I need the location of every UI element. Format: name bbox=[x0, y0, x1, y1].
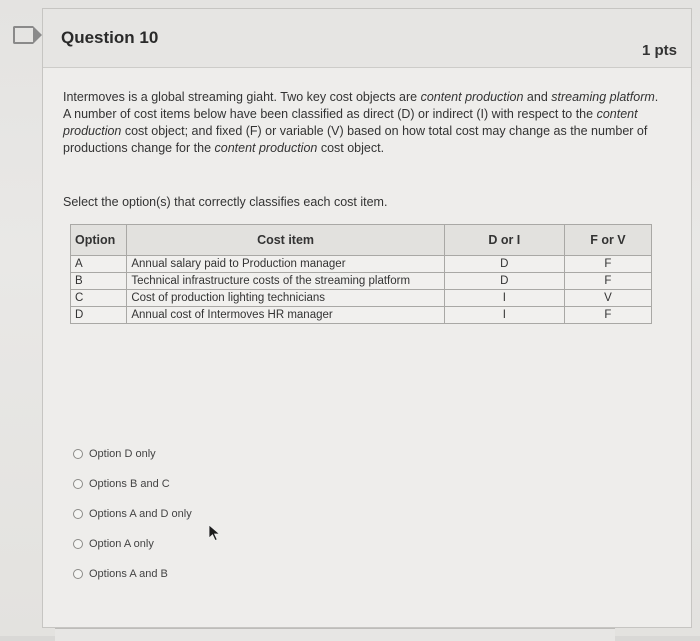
radio-button[interactable] bbox=[73, 509, 83, 519]
answer-option[interactable] bbox=[73, 529, 192, 559]
question-text-emphasis: content production bbox=[420, 90, 524, 104]
question-text bbox=[63, 89, 663, 157]
flag-icon[interactable] bbox=[13, 26, 33, 44]
header-cost-item: Cost item bbox=[127, 225, 444, 256]
cell-d-or-i: I bbox=[444, 307, 564, 324]
answer-label: Options A and B bbox=[89, 568, 168, 580]
table-header-row bbox=[71, 225, 652, 256]
question-card bbox=[42, 8, 692, 628]
answer-option[interactable] bbox=[73, 499, 192, 529]
cell-option: C bbox=[71, 290, 127, 307]
header-f-or-v: F or V bbox=[564, 225, 651, 256]
cell-cost-item: Cost of production lighting technicians bbox=[127, 290, 444, 307]
radio-button[interactable] bbox=[73, 569, 83, 579]
answer-label: Option D only bbox=[89, 448, 156, 460]
question-header bbox=[43, 9, 691, 68]
answer-option[interactable] bbox=[73, 469, 192, 499]
cell-option: D bbox=[71, 307, 127, 324]
cell-cost-item: Technical infrastructure costs of the streaming platform bbox=[127, 273, 444, 290]
table-row bbox=[71, 273, 652, 290]
cell-option: A bbox=[71, 256, 127, 273]
question-text-part: cost object. bbox=[317, 141, 385, 155]
radio-button[interactable] bbox=[73, 479, 83, 489]
question-text-part: Intermoves is a global streaming giaht. Two key cost objects are bbox=[63, 90, 421, 104]
cell-option: B bbox=[71, 273, 127, 290]
answer-option[interactable] bbox=[73, 439, 192, 469]
question-text-emphasis: content production bbox=[214, 141, 318, 155]
answer-option[interactable] bbox=[73, 559, 192, 589]
cell-d-or-i: D bbox=[444, 256, 564, 273]
cell-d-or-i: I bbox=[444, 290, 564, 307]
answer-options bbox=[73, 439, 192, 589]
header-option: Option bbox=[71, 225, 127, 256]
cell-f-or-v: F bbox=[564, 273, 651, 290]
question-title: Question 10 bbox=[61, 28, 159, 47]
cell-d-or-i: D bbox=[444, 273, 564, 290]
cell-cost-item: Annual cost of Intermoves HR manager bbox=[127, 307, 444, 324]
cell-f-or-v: V bbox=[564, 290, 651, 307]
select-prompt: Select the option(s) that correctly classifies each cost item. bbox=[63, 195, 388, 209]
question-points: 1 pts bbox=[641, 42, 677, 59]
question-text-part: cost object; and fixed (F) or variable (V) based on how total cost may change as the number of productions change for the bbox=[63, 124, 648, 155]
header-d-or-i: D or I bbox=[444, 225, 564, 256]
question-text-emphasis: content production bbox=[63, 107, 638, 138]
cell-f-or-v: F bbox=[564, 256, 651, 273]
next-question-card-edge bbox=[55, 628, 615, 641]
mouse-cursor-icon bbox=[208, 524, 222, 542]
cell-cost-item: Annual salary paid to Production manager bbox=[127, 256, 444, 273]
cell-f-or-v: F bbox=[564, 307, 651, 324]
answer-label: Option A only bbox=[89, 538, 154, 550]
table-row bbox=[71, 290, 652, 307]
cost-items-table bbox=[70, 224, 652, 324]
answer-label: Options B and C bbox=[89, 478, 170, 490]
question-text-emphasis: streaming platform bbox=[551, 90, 655, 104]
answer-label: Options A and D only bbox=[89, 508, 192, 520]
table-row bbox=[71, 256, 652, 273]
radio-button[interactable] bbox=[73, 449, 83, 459]
question-text-part: and bbox=[523, 90, 552, 104]
question-text-part: . A number of cost items below have been classified as direct (D) or indirect (I) with respect to the bbox=[63, 90, 659, 121]
radio-button[interactable] bbox=[73, 539, 83, 549]
table-row bbox=[71, 307, 652, 324]
